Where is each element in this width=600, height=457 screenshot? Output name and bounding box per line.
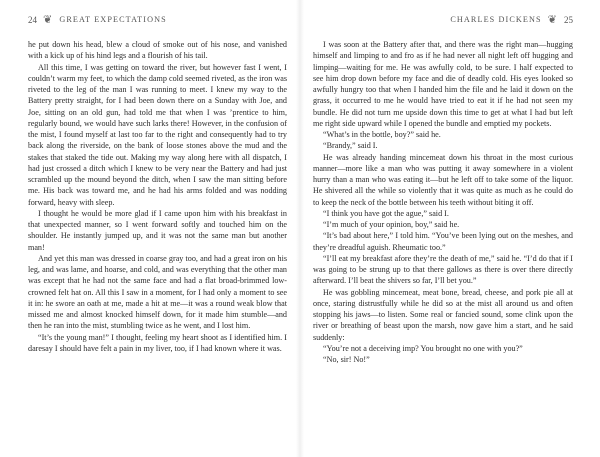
paragraph: “I’m much of your opinion, boy,” said he. xyxy=(323,220,460,229)
leaf-ornament-icon: ❦ xyxy=(547,14,558,26)
paragraph: “It’s the young man!” I thought, feeling my heart shoot as I identified him. I daresay I should have felt a pain in my liver, too, if I had known where it was. xyxy=(28,332,287,353)
left-page-text xyxy=(28,39,287,354)
paragraph: he put down his head, blew a cloud of smoke out of his nose, and vanished with a kick up of his hind legs and a flourish of his tail. xyxy=(28,40,287,61)
right-running-head xyxy=(313,14,573,26)
right-running-title: CHARLES DICKENS xyxy=(450,15,542,24)
right-page xyxy=(300,0,600,457)
right-page-text xyxy=(313,39,573,365)
paragraph: “I’ll eat my breakfast afore they’re the death of me,” said he. “I’d do that if I was going to be strung up to that there gallows as there is over there directly afterward. I’ll beat the shivers so far, I’ll bet you.” xyxy=(313,253,573,286)
right-page-number: 25 xyxy=(564,15,573,25)
paragraph: “It’s bad about here,” I told him. “You’ve been lying out on the meshes, and they’re dreadful aguish. Rheumatic too.” xyxy=(313,231,573,252)
paragraph: He was already handing mincemeat down his throat in the most curious manner—more like a man who was putting it away somewhere in a violent hurry than a man who was eating it—but he left off to take some of the liquor. He shivered all the while so violently that it was quite as much as he could do to keep the neck of the bottle between his teeth without biting it off. xyxy=(313,152,573,207)
paragraph: “I think you have got the ague,” said I. xyxy=(323,208,449,218)
paragraph: And yet this man was dressed in coarse gray too, and had a great iron on his leg, and was lame, and hoarse, and cold, and was everything that the other man was except that he had not the same face and had a flat broad-brimmed low-crowned felt hat on. All this I saw in a moment, for I had only a moment to see it in: he swore an oath at me, made a hit at me—it was a round weak blow that missed me and almost knocked himself down, for it made him stumble—and then he ran into the mist, stumbling twice as he went, and I lost him. xyxy=(28,253,287,331)
paragraph: I thought he would be more glad if I came upon him with his breakfast in that unexpected manner, so I went forward softly and touched him on the shoulder. He instantly jumped up, and it was not the same man but another man! xyxy=(28,208,287,252)
left-running-head xyxy=(28,14,287,26)
left-page-number: 24 xyxy=(28,15,37,25)
paragraph: “You’re not a deceiving imp? You brought no one with you?” xyxy=(323,343,523,353)
paragraph: All this time, I was getting on toward the river, but however fast I went, I couldn’t warm my feet, to which the damp cold seemed riveted, as the iron was riveted to the leg of the man I was running to meet. I knew my way to the Battery pretty straight, for I had been down there on a Sunday with Joe, and Joe, sitting on an old gun, had told me that when I was ’prentice to him, regularly bound, we would have such larks there! However, in the confusion of the mist, I found myself at last too far to the right and consequently had to try back along the riverside, on the bank of loose stones above the mud and the stakes that staked the tide out. Making my way along here with all dispatch, I had just crossed a ditch which I knew to be very near the Battery and had just scrambled up the mound beyond the ditch, when I saw the man sitting before me. His back was toward me, and he had his arms folded and was nodding forward, heavy with sleep. xyxy=(28,62,287,207)
left-running-title: GREAT EXPECTATIONS xyxy=(59,15,167,24)
paragraph: “No, sir! No!” xyxy=(323,355,370,364)
paragraph: I was soon at the Battery after that, and there was the right man—hugging himself and limping to and fro as if he had never all night left off hugging and limping—waiting for me. He was awfully cold, to be sure. I half expected to see him drop down before my face and die of deadly cold. His eyes looked so awfully hungry too that when I handed him the file and he laid it down on the grass, it occurred to me he would have tried to eat it if he had not seen my bundle. He did not turn me upside down this time to get at what I had but left me right side upward while I opened the bundle and emptied my pockets. xyxy=(313,40,573,128)
paragraph: He was gobbling mincemeat, meat bone, bread, cheese, and pork pie all at once, staring distrustfully while he did so at the mist all around us and often stopping his jaws—to listen. Some real or fancied sound, some clink upon the river or breathing of beast upon the marsh, now gave him a start, and he said suddenly: xyxy=(313,287,573,342)
paragraph: “What’s in the bottle, boy?” said he. xyxy=(323,130,441,139)
paragraph: “Brandy,” said I. xyxy=(323,141,378,151)
leaf-ornament-icon: ❦ xyxy=(43,14,54,26)
